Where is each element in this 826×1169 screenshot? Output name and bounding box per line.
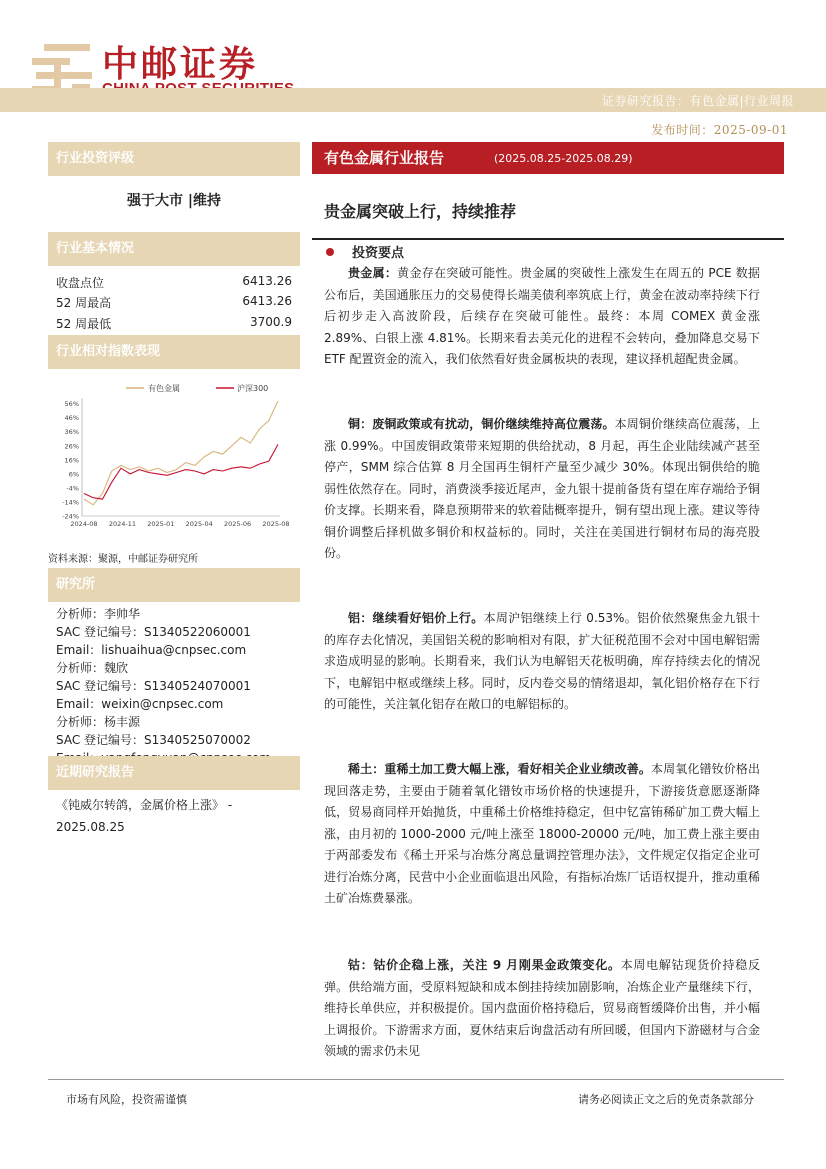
basics-row [56,294,292,314]
footer-disclaimer-note: 请务必阅读正文之后的免责条款部分 [578,1093,754,1106]
basics-row [56,315,292,335]
analyst-line: 分析师：李帅华 [56,607,141,621]
basics-value: 6413.26 [242,294,292,308]
headline-divider [312,238,784,240]
basics-label: 52 周最低 [56,317,112,331]
paragraph-text: 本周氧化镨钕价格出现回落走势，主要由于随着氧化镨钕市场价格的快速提升，下游接货意愿逐渐降低，贸易商同样开始抛货，中重稀土价格维持稳定，但中钇富铕稀矿加工费大幅上涨，由月初的 1000-2000 元/吨上涨至 18000-20000 元/吨，加工费上涨主要由于两部委发布《稀土开采与冶炼分离总量调控管理办法》，文件规定仅指定企业可进行冶炼分离，民营中小企业面临退出风险，有指标冶炼厂话语权提升，推动重稀土矿冶炼费暴涨。 [324,762,760,905]
report-date-range: (2025.08.25-2025.08.29) [494,152,633,165]
analyst-line: SAC 登记编号：S1340525070002 [56,733,251,747]
x-tick-label: 2024-08 [70,520,98,528]
key-points-title: 投资要点 [352,246,405,261]
paragraph-text: 本周铜价继续高位震荡，上涨 0.99%。中国废铜政策带来短期的供给扰动，8 月起，再生企业陆续减产甚至停产，SMM 综合估算 8 月全国再生铜杆产量至少减少 30%。体现出铜供给的脆弱性依然存在。同时，消费淡季接近尾声，金九银十提前备货有望在库存端给予铜价支撑。长期来看，降息预期带来的软着陆概率提升，铜有望出现上涨。建议等待铜价调整后择机做多铜价和权益标的。同时，关注在美国进行铜材布局的海亮股份。 [324,417,760,560]
y-tick-label: 56% [64,400,79,409]
report-category: 证券研究报告：有色金属|行业周报 [601,94,794,108]
basics-value: 3700.9 [250,315,292,329]
y-tick-label: -14% [62,498,79,507]
paragraph-copper [324,414,760,565]
y-tick-label: 36% [64,428,79,437]
report-title: 有色金属行业报告 [324,149,445,167]
series-line-nonferrous [84,401,278,505]
legend-label-hs300: 沪深300 [237,384,269,393]
paragraph-lead: 铜：废铜政策或有扰动，铜价继续维持高位震荡。 [348,417,615,431]
publish-date: 发布时间：2025-09-01 [651,123,788,137]
paragraph-aluminum [324,608,760,716]
paragraph-lead: 稀土：重稀土加工费大幅上涨，看好相关企业业绩改善。 [348,762,652,776]
x-tick-label: 2025-06 [224,520,252,528]
analyst-line: 分析师：杨丰源 [56,715,141,729]
chart-source: 资料来源：聚源，中邮证券研究所 [48,554,198,565]
brand-name-cn: 中邮证券 [102,44,259,85]
y-tick-label: -4% [66,484,79,493]
y-tick-label: 16% [64,456,79,465]
paragraph-precious-metals [324,263,760,371]
y-tick-label: -24% [62,512,79,521]
rating-section-title: 行业投资评级 [48,142,300,176]
basics-label: 收盘点位 [56,276,105,290]
perf-section-title: 行业相对指数表现 [48,335,300,369]
paragraph-lead: 贵金属： [348,266,398,280]
rating-value: 强于大市 |维持 [127,193,221,209]
footer-divider [48,1079,784,1080]
analyst-line: SAC 登记编号：S1340524070001 [56,679,251,693]
analyst-line: 分析师：魏欣 [56,661,129,675]
basics-value: 6413.26 [242,274,292,288]
y-tick-label: 6% [68,470,79,479]
basics-row [56,274,292,294]
report-headline: 贵金属突破上行，持续推荐 [324,202,517,221]
basics-label: 52 周最高 [56,296,112,310]
paragraph-cobalt [324,955,760,1063]
x-tick-label: 2025-04 [185,520,213,528]
paragraph-text: 本周电解钴现货价持稳反弹。供给端方面，受原料短缺和成本倒挂持续加剧影响，冶炼企业产量继续下行，维持长单供应，并积极提价。国内盘面价格持稳后，贸易商暂缓降价出售，并小幅上调报价。下游需求方面，夏休结束后询盘活动有所回暖，但国内下游磁材与合金领域的需求仍未见 [324,958,760,1058]
paragraph-text: 本周沪铝继续上行 0.53%。铝价依然聚焦金九银十的库存去化情况，美国铝关税的影响相对有限，扩大征税范围不会对中国电解铝需求造成明显的影响。长期看来，我们认为电解铝天花板明确，库存持续去化的情况下，电解铝中枢或继续上移。同时，反内卷交易的情绪退却，氧化铝价格存在下行的可能性，关注氧化铝存在敞口的电解铝标的。 [324,611,760,711]
y-tick-label: 46% [64,414,79,423]
footer-risk-note: 市场有风险，投资需谨慎 [66,1093,187,1106]
relative-index-chart [48,376,300,542]
recent-section-title: 近期研究报告 [48,756,300,790]
x-tick-label: 2025-08 [262,520,290,528]
paragraph-text: 黄金存在突破可能性。贵金属的突破性上涨发生在周五的 PCE 数据公布后，美国通胀压力的交易使得长端美债利率筑底上行，黄金在波动率持续下行后初步走入高波阶段，后续存在突破可能性。最终：本周 COMEX 黄金涨 2.89%、白银上涨 4.81%。长期来看去美元化的进程不会转向，叠加降息交易下 ETF 配置资金的流入，我们依然看好贵金属板块的表现，建议择机超配贵金属。 [324,266,760,366]
analyst-line: SAC 登记编号：S1340522060001 [56,625,251,639]
paragraph-lead: 钴：钴价企稳上涨，关注 9 月刚果金政策变化。 [348,958,621,972]
analyst-email[interactable]: Email：weixin@cnpsec.com [56,697,224,711]
bullet-icon [326,248,334,256]
series-line-hs300 [84,444,278,499]
x-tick-label: 2025-01 [147,520,175,528]
x-tick-label: 2024-11 [108,520,136,528]
y-tick-label: 26% [64,442,79,451]
paragraph-rare-earth [324,759,760,910]
basics-section-title: 行业基本情况 [48,232,300,266]
legend-label-nonferrous: 有色金属 [148,384,180,393]
institute-section-title: 研究所 [48,568,300,602]
recent-report-link[interactable]: 《钝威尔转鸽，金属价格上涨》 - 2025.08.25 [56,798,233,834]
analyst-email[interactable]: Email：lishuaihua@cnpsec.com [56,643,247,657]
chart-legend [126,383,268,393]
paragraph-lead: 铝：继续看好铝价上行。 [348,611,484,625]
